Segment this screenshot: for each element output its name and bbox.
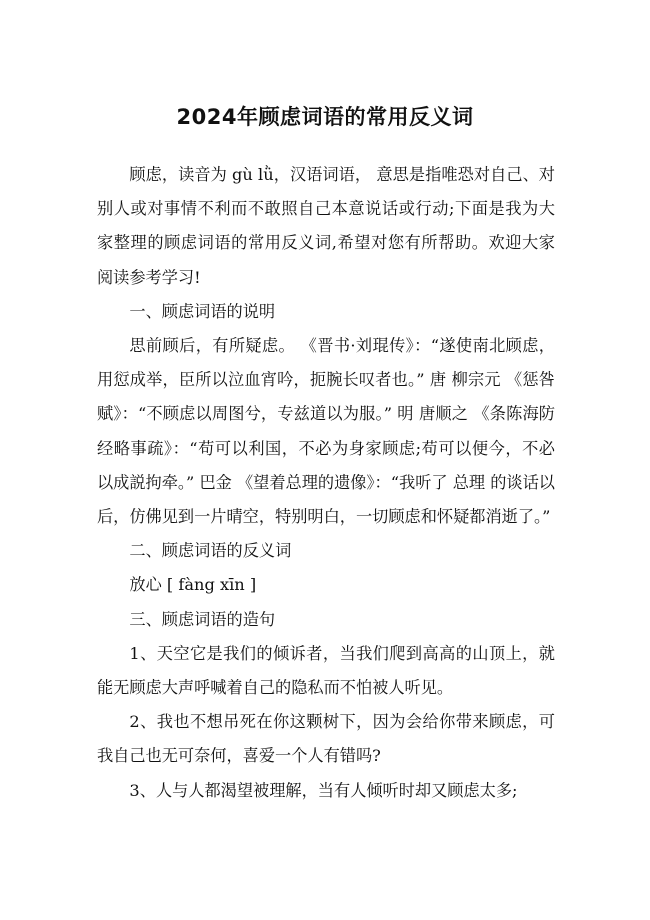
intro-paragraph: 顾虑，读音为 gù lǜ，汉语词语， 意思是指唯恐对自己、对别人或对事情不利而不敢照自己本意说话或行动;下面是我为大家整理的顾虑词语的常用反义词,希望对您有所帮助。欢迎大家阅读参考学习! xyxy=(97,165,555,287)
example-sentence-3: 3、人与人都渴望被理解，当有人倾听时却又顾虑太多; xyxy=(129,780,518,800)
example-sentence-2: 2、我也不想吊死在你这颗树下，因为会给你带来顾虑，可我自己也无可奈何，喜爱一个人有错吗? xyxy=(97,712,555,766)
explanation-paragraph: 思前顾后，有所疑虑。 《晋书·刘琨传》：“遂使南北顾虑，用愆成举，臣所以泣血宵吟，扼腕长叹者也。” 唐 柳宗元 《惩咎赋》：“不顾虑以周图兮，专兹道以为服。” 明 唐顺之 《条陈海防经略事疏》：“苟可以利国，不必为身家顾虑;苟可以便今，不必以成説拘牵。” 巴金 《望着总理的遗像》：“我听了 总理 的谈话以后，仿佛见到一片晴空，特别明白，一切顾虑和怀疑都消逝了。” xyxy=(97,336,555,527)
antonym-entry: 放心 [ fàng xīn ] xyxy=(129,575,257,595)
document-body xyxy=(97,158,555,808)
section-heading-explanation: 一、顾虑词语的说明 xyxy=(129,301,276,321)
section-heading-antonym: 二、顾虑词语的反义词 xyxy=(129,541,292,561)
example-sentence-1: 1、天空它是我们的倾诉者，当我们爬到高高的山顶上，就能无顾虑大声呼喊着自己的隐私而不怕被人听见。 xyxy=(97,643,555,698)
section-heading-sentences: 三、顾虑词语的造句 xyxy=(129,609,276,629)
document-title: 2024年顾虑词语的常用反义词 xyxy=(176,105,474,129)
